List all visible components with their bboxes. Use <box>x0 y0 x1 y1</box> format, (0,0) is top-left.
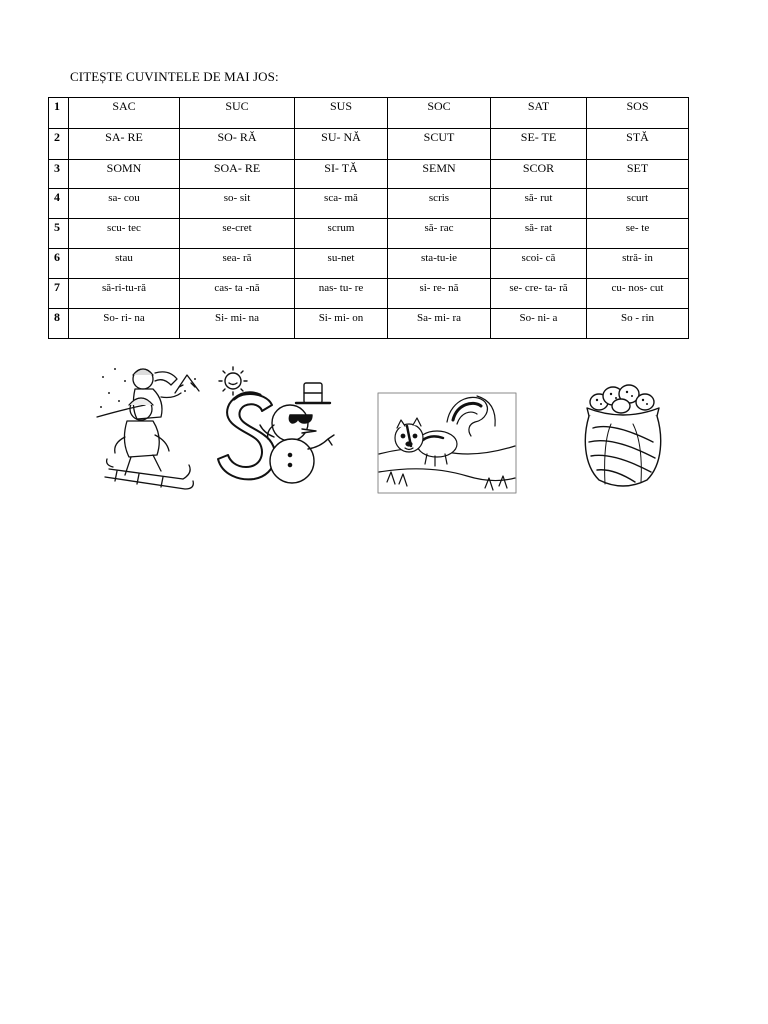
word-cell: SI- TĂ <box>295 160 388 189</box>
row-number: 3 <box>49 160 69 189</box>
word-cell: SAT <box>491 98 587 129</box>
row-number: 2 <box>49 129 69 160</box>
word-cell: SO- RĂ <box>180 129 295 160</box>
word-cell: SOMN <box>69 160 180 189</box>
table-row <box>49 249 689 279</box>
row-number: 4 <box>49 189 69 219</box>
word-cell: cu- nos- cut <box>587 279 689 309</box>
word-cell: să- rat <box>491 219 587 249</box>
word-cell: SUS <box>295 98 388 129</box>
table-row <box>49 309 689 339</box>
word-cell: so- sit <box>180 189 295 219</box>
word-cell: SUC <box>180 98 295 129</box>
word-cell: scris <box>388 189 491 219</box>
word-cell: sta-tu-ie <box>388 249 491 279</box>
word-cell: SOS <box>587 98 689 129</box>
table-row <box>49 129 689 160</box>
table-row <box>49 160 689 189</box>
word-cell: cas- ta -nă <box>180 279 295 309</box>
word-cell: stau <box>69 249 180 279</box>
word-cell: Si- mi- on <box>295 309 388 339</box>
word-cell: So- ni- a <box>491 309 587 339</box>
table-row <box>49 279 689 309</box>
word-cell: scu- tec <box>69 219 180 249</box>
word-cell: scurt <box>587 189 689 219</box>
word-cell: scrum <box>295 219 388 249</box>
word-cell: SOA- RE <box>180 160 295 189</box>
word-cell: Si- mi- na <box>180 309 295 339</box>
skunk-illustration <box>377 392 517 496</box>
word-cell: si- re- nă <box>388 279 491 309</box>
word-cell: SE- TE <box>491 129 587 160</box>
worksheet-title: CITEȘTE CUVINTELE DE MAI JOS: <box>70 69 279 84</box>
word-cell: nas- tu- re <box>295 279 388 309</box>
sack-illustration <box>583 382 663 488</box>
word-cell: SU- NĂ <box>295 129 388 160</box>
sled-children-illustration <box>95 357 207 495</box>
word-cell: sea- ră <box>180 249 295 279</box>
word-cell: SA- RE <box>69 129 180 160</box>
row-number: 7 <box>49 279 69 309</box>
word-cell: SAC <box>69 98 180 129</box>
word-cell: sca- mă <box>295 189 388 219</box>
word-cell: So - rin <box>587 309 689 339</box>
word-cell: Sa- mi- ra <box>388 309 491 339</box>
word-cell: SOC <box>388 98 491 129</box>
row-number: 6 <box>49 249 69 279</box>
table-row <box>49 98 689 129</box>
word-cell: scoi- că <box>491 249 587 279</box>
word-cell: SEMN <box>388 160 491 189</box>
word-cell: sa- cou <box>69 189 180 219</box>
word-cell: să- rut <box>491 189 587 219</box>
word-cell: STĂ <box>587 129 689 160</box>
word-cell: să-ri-tu-ră <box>69 279 180 309</box>
letter-s-snowman-illustration <box>216 363 344 497</box>
row-number: 8 <box>49 309 69 339</box>
word-table <box>48 97 689 339</box>
table-row <box>49 189 689 219</box>
word-cell: se- cre- ta- ră <box>491 279 587 309</box>
word-cell: stră- in <box>587 249 689 279</box>
word-cell: So- ri- na <box>69 309 180 339</box>
word-cell: se- te <box>587 219 689 249</box>
word-cell: su-net <box>295 249 388 279</box>
row-number: 5 <box>49 219 69 249</box>
row-number: 1 <box>49 98 69 129</box>
word-cell: SET <box>587 160 689 189</box>
word-cell: să- rac <box>388 219 491 249</box>
word-cell: se-cret <box>180 219 295 249</box>
word-cell: SCUT <box>388 129 491 160</box>
table-row <box>49 219 689 249</box>
word-cell: SCOR <box>491 160 587 189</box>
